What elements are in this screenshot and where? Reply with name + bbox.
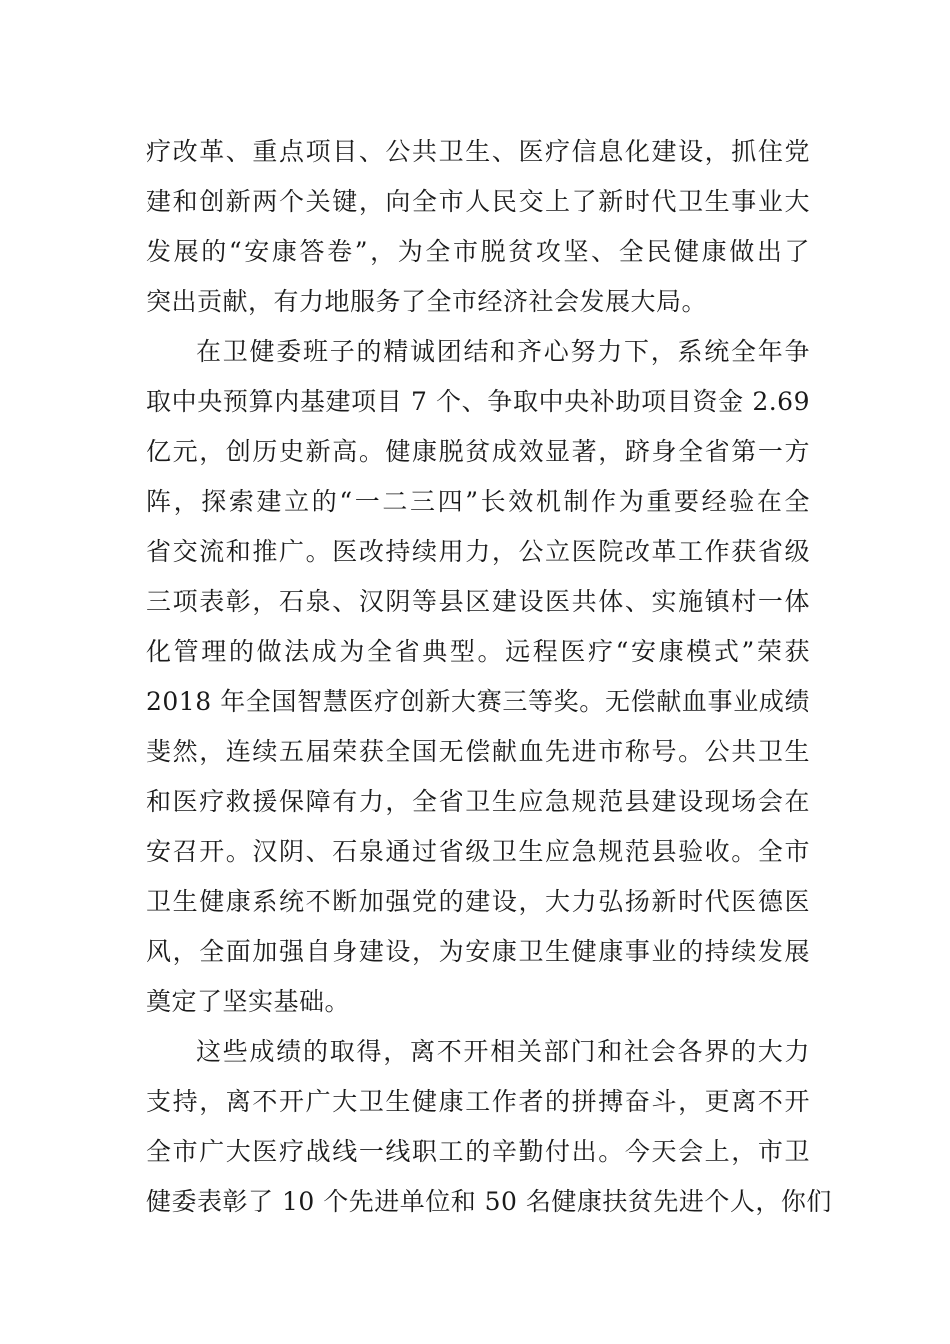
text-line: 阵，探索建立的“一二三四”长效机制作为重要经验在全 [146,487,810,516]
text-line: 支持，离不开广大卫生健康工作者的拼搏奋斗，更离不开 [146,1087,810,1116]
text-line: 取中央预算内基建项目 7 个、争取中央补助项目资金 2.69 [146,387,810,416]
text-line: 和医疗救援保障有力，全省卫生应急规范县建设现场会在 [146,787,810,816]
paragraph-first-line: 在卫健委班子的精诚团结和齐心努力下，系统全年争 [196,337,810,366]
text-line: 2018 年全国智慧医疗创新大赛三等奖。无偿献血事业成绩 [146,687,810,716]
text-line: 亿元，创历史新高。健康脱贫成效显著，跻身全省第一方 [146,437,810,466]
text-line: 健委表彰了 10 个先进单位和 50 名健康扶贫先进个人，你们 [146,1187,832,1216]
text-line: 化管理的做法成为全省典型。远程医疗“安康模式”荣获 [146,637,810,666]
text-line: 疗改革、重点项目、公共卫生、医疗信息化建设，抓住党 [146,137,810,166]
text-line: 发展的“安康答卷”，为全市脱贫攻坚、全民健康做出了 [146,237,810,266]
text-line: 奠定了坚实基础。 [146,987,351,1016]
text-line: 全市广大医疗战线一线职工的辛勤付出。今天会上，市卫 [146,1137,810,1166]
text-line: 风，全面加强自身建设，为安康卫生健康事业的持续发展 [146,937,810,966]
text-line: 安召开。汉阴、石泉通过省级卫生应急规范县验收。全市 [146,837,810,866]
text-line: 卫生健康系统不断加强党的建设，大力弘扬新时代医德医 [146,887,810,916]
text-line: 斐然，连续五届荣获全国无偿献血先进市称号。公共卫生 [146,737,810,766]
paragraph-first-line: 这些成绩的取得，离不开相关部门和社会各界的大力 [196,1037,810,1066]
text-line: 省交流和推广。医改持续用力，公立医院改革工作获省级 [146,537,810,566]
text-line: 建和创新两个关键，向全市人民交上了新时代卫生事业大 [146,187,810,216]
text-line: 三项表彰，石泉、汉阴等县区建设医共体、实施镇村一体 [146,587,810,616]
text-line: 突出贡献，有力地服务了全市经济社会发展大局。 [146,287,708,316]
